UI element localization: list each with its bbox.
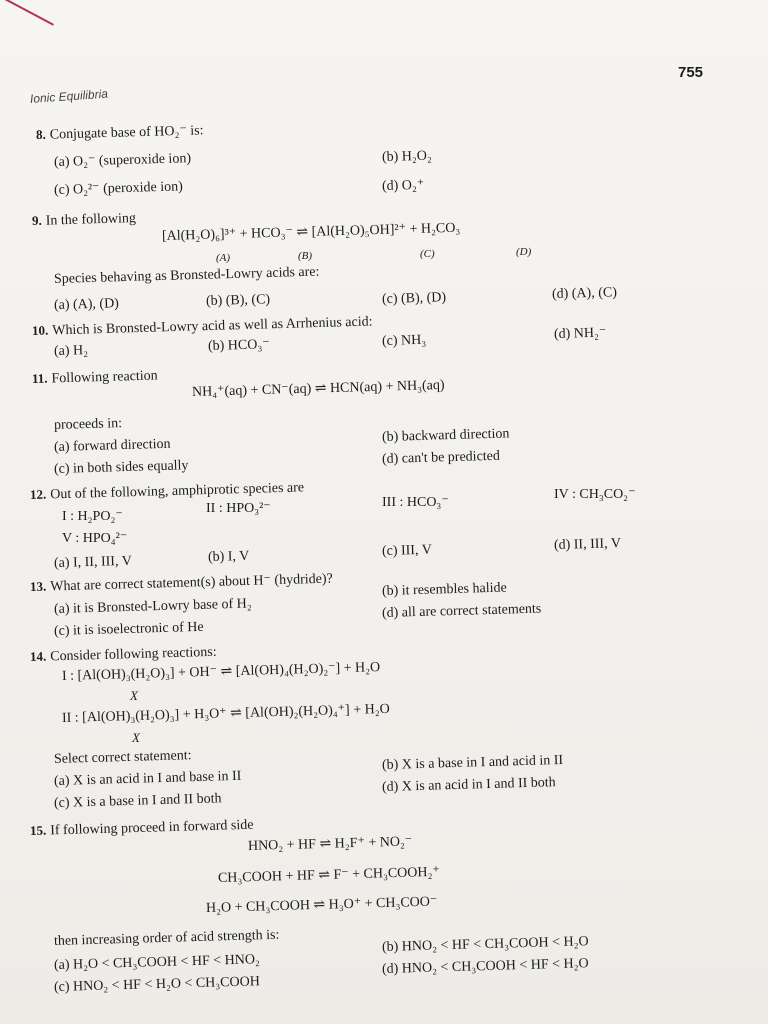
question-10 — [32, 312, 373, 340]
species-iv: IV : CH₃CO₂⁻ — [554, 487, 636, 502]
option-b: (b) (B), (C) — [205, 292, 271, 309]
question-11 — [32, 366, 158, 388]
species-ii: II : HPO₃²⁻ — [206, 501, 271, 516]
species-i: I : H₂PO₂⁻ — [62, 509, 123, 524]
option-a: (a) it is Bronsted-Lowry base of H₂ — [53, 596, 252, 617]
option-d: (d) all are correct statements — [381, 601, 542, 621]
question-9 — [32, 209, 136, 230]
reaction-2: CH₃COOH + HF ⇌ F⁻ + CH₃COOH₂⁺ — [217, 864, 440, 886]
option-d: (d) can't be predicted — [381, 448, 501, 467]
question-number: 8. — [35, 126, 46, 142]
option-d: (d) X is an acid in I and II both — [381, 775, 556, 795]
option-c: (c) III, V — [381, 542, 433, 559]
question-subtext: proceeds in: — [53, 416, 123, 433]
species-iii: III : HCO₃⁻ — [382, 495, 449, 510]
question-number: 12. — [29, 486, 47, 502]
x-label-i: X — [130, 688, 138, 703]
question-number: 15. — [29, 822, 47, 838]
reaction-3: H₂O + CH₃COOH ⇌ H₃O⁺ + CH₃COO⁻ — [205, 894, 438, 916]
option-d: (d) II, III, V — [553, 536, 622, 553]
option-c: (c) it is isoelectronic of He — [53, 619, 204, 639]
question-stem: Conjugate base of HO₂⁻ is: — [49, 123, 204, 143]
reaction-equation: [Al(H₂O)₆]³⁺ + HCO₃⁻ ⇌ [Al(H₂O)₅OH]²⁺ + H₂CO₃ — [161, 220, 461, 244]
option-c: (c) NH₃ — [381, 332, 427, 349]
species-label-b: (B) — [298, 250, 313, 262]
reaction-ii: II : [Al(OH)₃(H₂O)₃] + H₃O⁺ ⇌ [Al(OH)₂(H₂O)₄⁺] + H₂O — [61, 701, 390, 726]
species-label-a: (A) — [216, 252, 231, 264]
question-14 — [30, 643, 217, 666]
option-d: (d) NH₂⁻ — [553, 325, 607, 342]
question-13 — [30, 570, 333, 596]
option-c: (c) HNO₂ < HF < H₂O < CH₃COOH — [53, 974, 261, 995]
option-d: (d) HNO₂ < CH₃COOH < HF < H₂O — [381, 956, 589, 977]
option-a: (a) O₂⁻ (superoxide ion) — [53, 151, 192, 170]
option-b: (b) HNO₂ < HF < CH₃COOH < H₂O — [381, 934, 589, 955]
option-b: (b) backward direction — [381, 426, 510, 445]
question-stem: Consider following reactions: — [50, 644, 217, 665]
option-c: (c) X is a base in I and II both — [53, 791, 222, 811]
option-b: (b) I, V — [207, 548, 250, 565]
question-8 — [36, 121, 204, 144]
chapter-title: Ionic Equilibria — [29, 86, 109, 106]
reaction-i: I : [Al(OH)₃(H₂O)₃] + OH⁻ ⇌ [Al(OH)₄(H₂O)₂⁻] + H₂O — [61, 660, 381, 684]
option-c: (c) (B), (D) — [381, 290, 447, 307]
option-b: (b) it resembles halide — [381, 580, 507, 599]
page-number: 755 — [678, 64, 704, 81]
reaction-1: HNO₂ + HF ⇌ H₂F⁺ + NO₂⁻ — [247, 834, 413, 854]
species-v: V : HPO₄²⁻ — [62, 531, 128, 546]
question-number: 9. — [31, 212, 42, 228]
option-a: (a) H₂O < CH₃COOH < HF < HNO₂ — [53, 952, 261, 973]
option-d: (d) (A), (C) — [551, 285, 618, 302]
option-a: (a) X is an acid in I and base in II — [53, 768, 242, 789]
question-stem: If following proceed in forward side — [50, 817, 254, 839]
question-stem: What are correct statement(s) about H⁻ (hydride)? — [50, 571, 333, 595]
option-a: (a) forward direction — [53, 436, 171, 455]
option-b: (b) H₂O₂ — [381, 148, 432, 165]
option-a: (a) (A), (D) — [53, 296, 120, 313]
question-subtext: then increasing order of acid strength is: — [53, 927, 280, 949]
option-c: (c) in both sides equally — [53, 458, 189, 477]
option-a: (a) H₂ — [53, 343, 89, 359]
question-subtext: Select correct statement: — [53, 748, 192, 767]
question-number: 10. — [31, 322, 49, 338]
x-label-ii: X — [132, 730, 140, 745]
option-d: (d) O₂⁺ — [381, 177, 425, 194]
option-a: (a) I, II, III, V — [53, 553, 133, 571]
option-c: (c) O₂²⁻ (peroxide ion) — [53, 179, 183, 198]
question-subtext: Species behaving as Bronsted-Lowry acids are: — [53, 264, 320, 287]
question-stem: Which is Bronsted-Lowry acid as well as Arrhenius acid: — [52, 314, 373, 339]
question-15 — [30, 816, 254, 840]
species-label-c: (C) — [420, 248, 435, 260]
question-number: 14. — [29, 648, 47, 664]
question-stem: In the following — [45, 211, 137, 229]
question-stem: Out of the following, amphiprotic species are — [50, 480, 305, 503]
reaction-equation: NH₄⁺(aq) + CN⁻(aq) ⇌ HCN(aq) + NH₃(aq) — [191, 377, 445, 400]
question-stem: Following reaction — [51, 368, 158, 387]
option-b: (b) HCO₃⁻ — [207, 337, 270, 354]
species-label-d: (D) — [516, 246, 532, 258]
question-number: 13. — [29, 578, 47, 594]
question-number: 11. — [31, 370, 48, 386]
option-b: (b) X is a base in I and acid in II — [381, 752, 564, 773]
corner-mark — [0, 0, 54, 52]
